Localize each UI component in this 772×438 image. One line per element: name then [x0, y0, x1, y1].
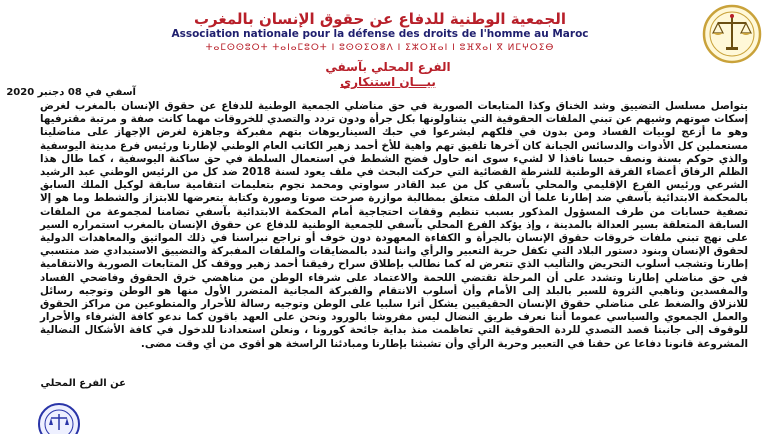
document-date: آسفي في 08 دجنبر 2020: [6, 87, 136, 98]
signature-line: عن الفرع المحلي: [40, 378, 126, 389]
statement-body: [40, 100, 748, 351]
association-logo: [700, 3, 764, 65]
header-french-name: Association nationale pour la défense des droits de l'homme au Maroc: [171, 28, 589, 40]
header-arabic-name: الجمعية الوطنية للدفاع عن حقوق الإنسان بالمغرب: [193, 10, 567, 28]
seal-icon: [36, 400, 82, 434]
stamp-seal: [36, 400, 82, 434]
header-tifinagh-name: ⵜⴰⵎⵙⵙⵓⵔⵜ ⵜⴰⵏⴰⵎⵓⵔⵜ ⵏ ⵓⵙⵙⵉⵔⴻⴷ ⵏ ⵉⵣⵔⴼⴰⵏ ⵏ ⵓⴼⴳⴰⵏ ⴳ ⵍⵎⵖⵔⵉⴱ: [205, 43, 555, 53]
statement-title: بيـــان استنكاري: [340, 75, 436, 89]
branch-title: الفرع المحلي بآسفي: [325, 60, 451, 74]
scales-of-justice-icon: [700, 3, 764, 65]
body-paragraph: بتواصل مسلسل التضييق وشد الخناق وكذا المتابعات الصورية في حق مناضلي الجمعية الوطنية للدفاع عن حقوق الإنسان بالمغرب لغرض إسكات صوتهم وشيهم عن تبني الملفات الحقوقية التي يتناولونها بكل جرأة ودون تردد والتصدي للخروقات مهما كانت صفة و مرتبة مقترفيها وهو ما أزعج لوبيات الفساد ومن بدون في فلكهم ليشرعوا في حبك السيناريوهات بتهم مفبركة وجاهزة لغرض الإجهاز على مناضلينا مستعملين كل الأدوات والدسائس الجبانة كان آخرها تلفيق تهم واهية للأخ أحمد زهير الكاتب العام الوطني لإطارنا ورئيس فرع مدينة اليوسفية والذي حوكم بسنة ونصف حبسا نافذا لا لشيء سوى انه حاول فضح الشطط في استعمال السلطة في حق ساكنة اليوسفية ، كما طال هذا الظلم الرفاق أعضاء الفرقة الوطنية للشرطة القضائية التي حركت البحث في ملف يعود لسنة 2018 ضد كل من الرئيس الوطني عبد الرشيد الشرعي ورئيس الفرع الإقليمي والمحلي بآسفي كل من عبد القادر سواوتي ومحمد نجوم بتعليمات انتقامية سابقة لوكيل الملك السابق بالمحكمة الابتدائية بآسفي ضد إطارنا علما أن الملف متعلق بمطالبة موازرة صرحت صوتا وصورة وكتابة بتعرضها للابتزاز والشطط وما هو إلا تصفية حسابات من طرف المسؤول المذكور بسبب تنظيم وقفات احتجاجية أمام المحكمة الابتدائية بآسفي تضامنا لمجموعة من الملفات السابقة المتعلقة بسير العدالة بالمدينة ، وإذ يؤكد الفرع المحلي بآسفي للجمعية الوطنية للدفاع عن حقوق الإنسان بالمغرب استمراره السير على نهج تبني ملفات خروقات حقوق الإنسان بالجرأة و الكفاءة المعهودة دون خوف أو تراجع نبراسنا في ذلك المواثيق والمعاهدات الدولية لحقوق الإنسان وبنود دستور البلاد التي تكفل حرية التعبير والرأي واننا لندد بالمضايقات والملفات المفبركة والتضييق الاستبدادي ضد منتسبي إطارنا وتشجب أسلوب التحريض والتأليب الذي تتعرض له كما نطالب بإطلاق سراح رفيقنا أحمد زهير ووقف كل المتابعات الصورية والانتقامية في حق مناضلي إطارنا وتشدد على أن المرحلة تقتضي اللحمة والاعتماد على شرفاء الوطن من مناهضي خرق الحقوق وفاضحي الفساد والمفسدين وناهبي الثروة للسير بالبلد إلى الأمام وأن أسلوب الانتقام والفبركة المجانية المتضرر الأول منها هو الوطن وتوجيه رسائل للانزلاق والضغط على مناضلي حقوق الإنسان الحقيقيين يشكل أثرا سلبيا على الوطن وتوجيه رسالة للأحرار والمتطوعين من مراكز الحقوق والعمل الجمعوي والسياسي عموما أننا نعرف طريق النضال ليس مفروشا بالورود ونحن على العهد باقون كما ندعو كافة الشرفاء والأحرار للوقوف إلى جانبنا قصد التصدي للردة الحقوقية التي تعاظمت منذ بداية جائحة كورونا ، ونعلن استعدادنا للدخول في كافة الأشكال النضالية المشروعة قانونا دفاعا عن حقنا في التعبير وحرية الرأي وأن تشبثنا بإطارنا ومبادئنا الراسخة هو أقوى من أي وقت مضى.: [40, 100, 748, 350]
